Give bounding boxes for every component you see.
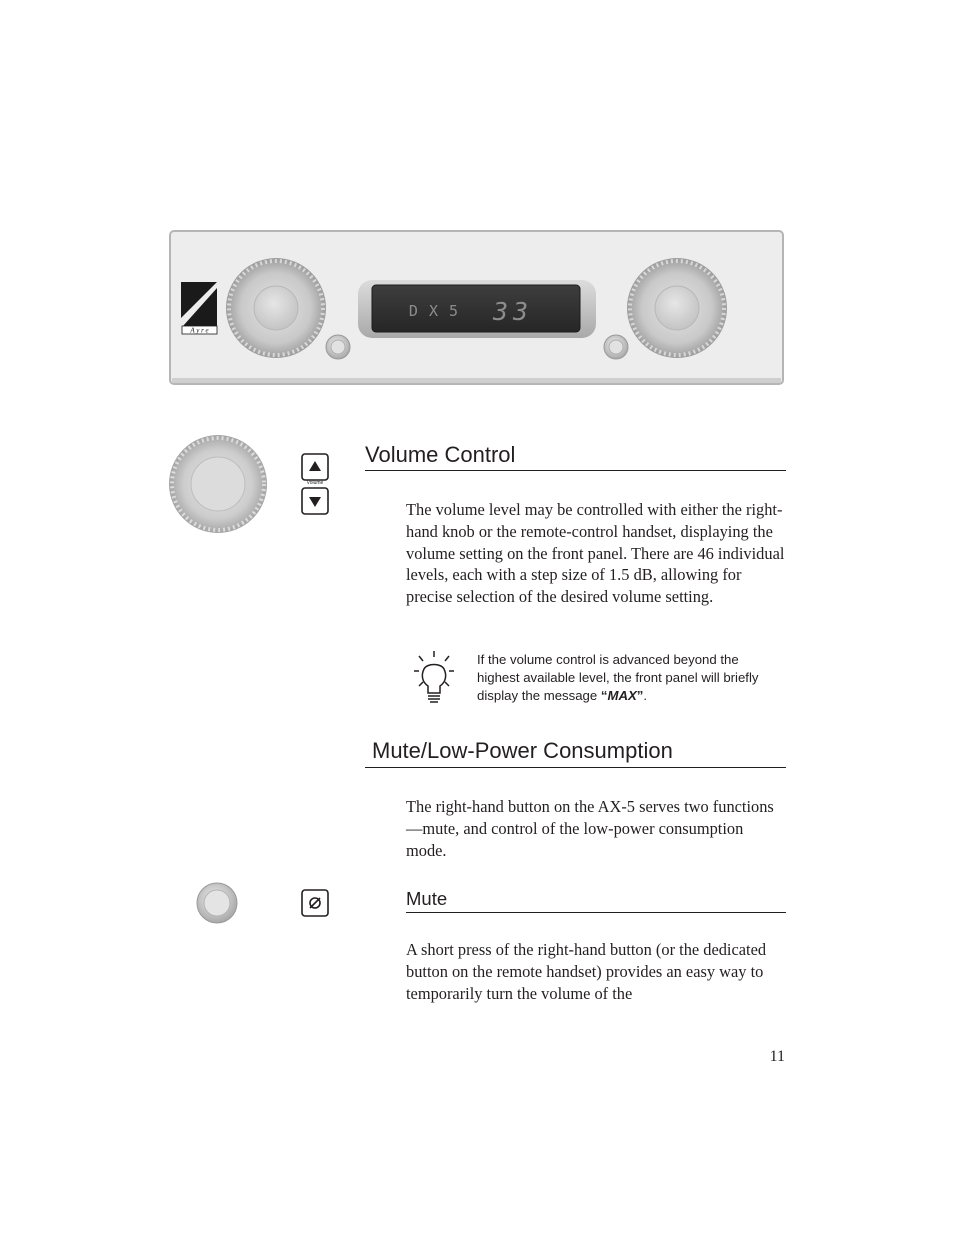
mute-icon	[301, 889, 329, 921]
lightbulb-icon	[413, 650, 455, 710]
left-panel-button	[326, 335, 350, 359]
mute-heading-rule	[406, 912, 786, 913]
logo-text: A y r e	[190, 326, 209, 335]
display-volume: 33	[492, 297, 534, 326]
volume-tip	[477, 651, 782, 705]
panel-button-detail-icon	[195, 881, 239, 929]
right-panel-button	[604, 335, 628, 359]
tip-period: .	[643, 688, 648, 703]
volume-knob	[627, 258, 727, 358]
volume-tip-text: If the volume control is advanced beyond the highest available level, the front panel will briefly display the message	[477, 652, 759, 703]
tip-max-message: MAX	[607, 688, 637, 703]
tip-quote-close: ”	[636, 688, 644, 703]
display-source: D X 5	[408, 302, 460, 320]
mute-low-power-body-text: The right-hand button on the AX-5 serves two functions—mute, and control of the low-power consumption mode.	[406, 797, 774, 860]
volume-body-text: The volume level may be controlled with either the right-hand knob or the remote-control handset, displaying the volume setting on the front panel. There are 46 individual levels, each with a step size of 1.5 dB, allowing for precise selection of the desired volume setting.	[406, 500, 785, 607]
remote-volume-label: Volume	[306, 480, 324, 486]
mute-low-power-rule	[365, 767, 786, 768]
front-panel-illustration	[169, 230, 785, 386]
volume-heading-rule	[365, 470, 786, 471]
front-display	[358, 280, 596, 338]
tip-quote-open: “	[600, 688, 608, 703]
page-number: 11	[769, 1048, 785, 1065]
volume-knob-detail-icon	[168, 434, 268, 538]
input-selector-knob	[226, 258, 326, 358]
volume-control-heading: Volume Control	[365, 442, 516, 467]
mute-heading: Mute	[406, 888, 448, 909]
mute-body-text: A short press of the right-hand button (or the dedicated button on the remote handset) provides an easy way to temporarily turn the volume of the	[406, 940, 767, 1003]
down-arrow-icon	[301, 487, 329, 519]
mute-low-power-heading: Mute/Low-Power Consumption	[372, 738, 673, 763]
